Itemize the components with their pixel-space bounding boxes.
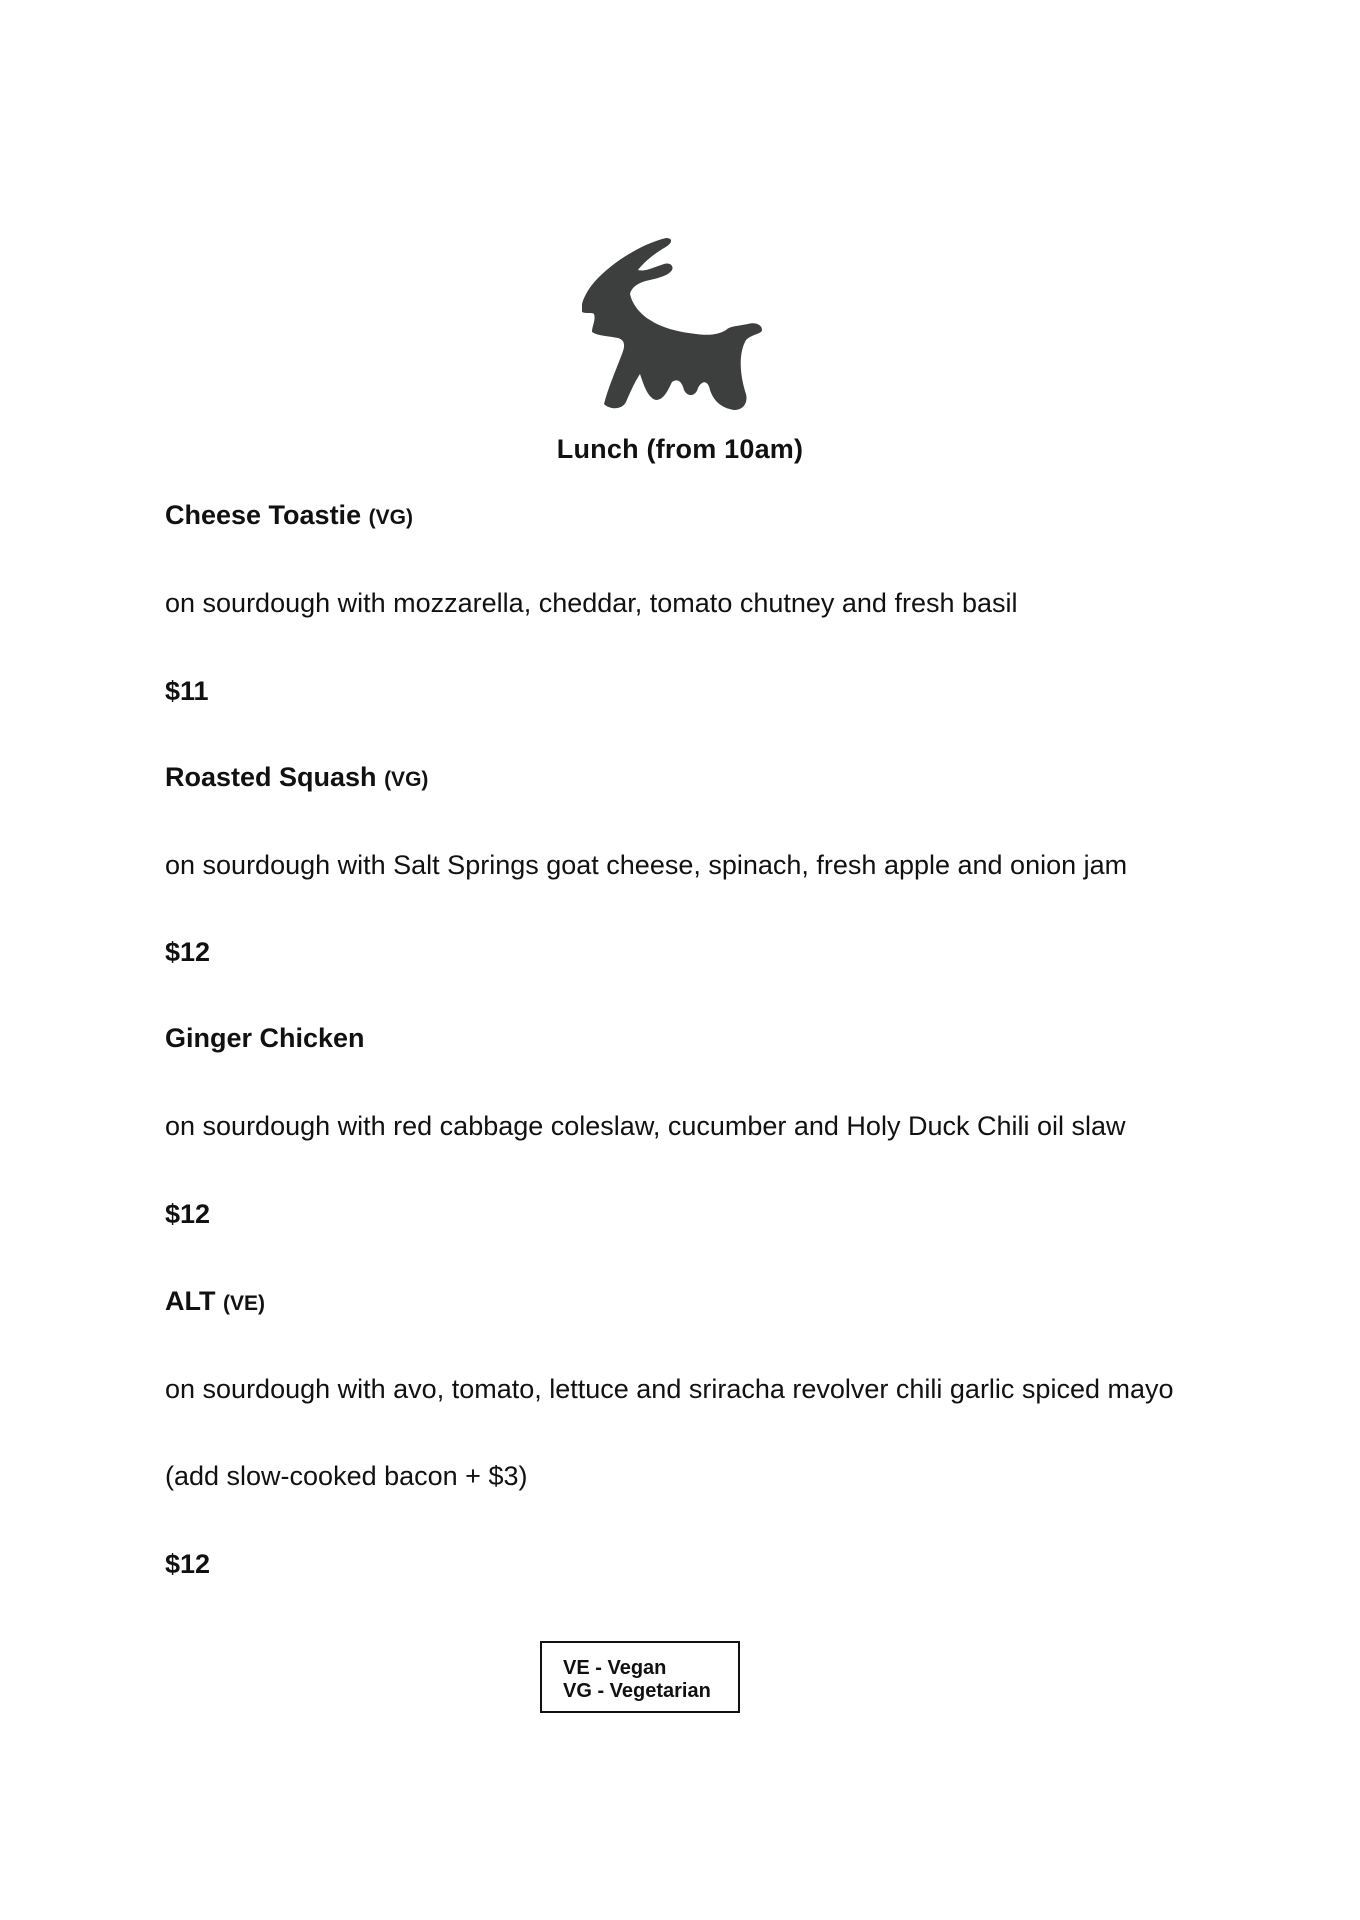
item-diet-tag: (VG) xyxy=(368,506,413,529)
goat-logo-icon xyxy=(578,234,764,414)
item-price: $12 xyxy=(165,937,211,967)
menu-item-name-line xyxy=(165,762,428,793)
item-price: $12 xyxy=(165,1199,211,1229)
item-description: on sourdough with red cabbage coleslaw, cucumber and Holy Duck Chili oil slaw xyxy=(165,1111,1126,1141)
item-price: $12 xyxy=(165,1549,211,1579)
item-diet-tag: (VG) xyxy=(384,768,429,791)
item-name: Cheese Toastie xyxy=(165,500,362,530)
menu-item-name-line xyxy=(165,1023,365,1054)
menu-title: Lunch (from 10am) xyxy=(556,434,804,464)
menu-item-name-line xyxy=(165,500,413,531)
item-name: Ginger Chicken xyxy=(165,1023,365,1053)
item-diet-tag: (VE) xyxy=(223,1292,265,1315)
item-description: on sourdough with mozzarella, cheddar, tomato chutney and fresh basil xyxy=(165,588,1018,618)
item-description: on sourdough with avo, tomato, lettuce and sriracha revolver chili garlic spiced mayo xyxy=(165,1374,1174,1404)
menu-item-name-line xyxy=(165,1286,265,1317)
legend-vegan: VE - Vegan xyxy=(563,1657,667,1679)
item-addon: (add slow-cooked bacon + $3) xyxy=(165,1461,528,1491)
item-description: on sourdough with Salt Springs goat cheese, spinach, fresh apple and onion jam xyxy=(165,850,1128,880)
item-price: $11 xyxy=(165,676,209,706)
diet-legend xyxy=(540,1641,740,1713)
legend-vegetarian: VG - Vegetarian xyxy=(563,1680,711,1702)
item-name: ALT xyxy=(165,1286,216,1316)
item-name: Roasted Squash xyxy=(165,762,377,792)
